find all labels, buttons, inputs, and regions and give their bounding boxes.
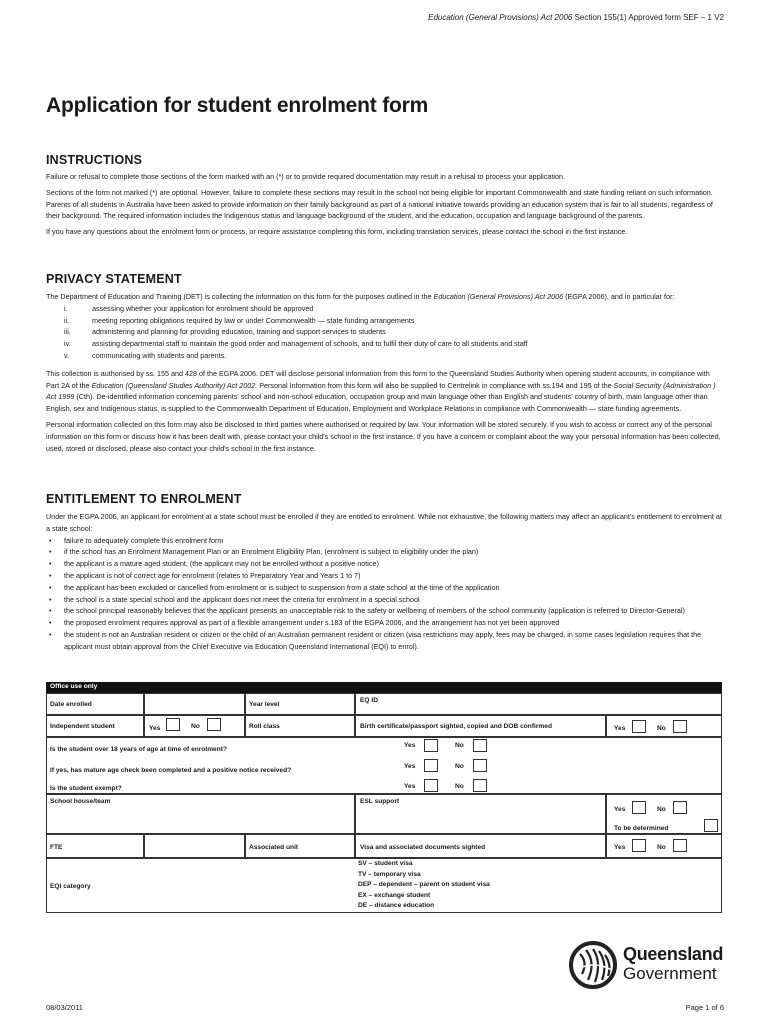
visa-docs-label-cell: Visa and associated documents sighted xyxy=(355,834,606,858)
birth-cert-label-cell: Birth certificate/passport sighted, copied and DOB confirmed xyxy=(355,715,606,737)
date-enrolled-field[interactable] xyxy=(144,693,245,715)
birth-cert-options: Yes No xyxy=(606,715,722,737)
footer-date: 08/03/2011 xyxy=(46,1003,83,1012)
list-item: i. assessing whether your application for enrolment should be approved xyxy=(64,303,314,313)
date-enrolled-label-cell: Date enrolled xyxy=(46,693,144,715)
exempt-yes-checkbox[interactable] xyxy=(424,779,438,792)
birth-cert-no-checkbox[interactable] xyxy=(673,720,687,733)
visa-type-item: EX – exchange student xyxy=(358,891,431,899)
list-item: iv. assisting departmental staff to maintain the good order and management of schools, and to fulfil their duty of care to all students and staff xyxy=(64,339,528,349)
privacy-heading: PRIVACY STATEMENT xyxy=(46,272,182,286)
privacy-purpose-list xyxy=(46,303,722,362)
list-item: iii. administering and planning for providing education, training and support services to students xyxy=(64,327,386,337)
list-item: • the applicant is not of correct age for enrolment (relates to Preparatory Year and Years 1 to 7) xyxy=(49,570,361,580)
independent-yes-checkbox[interactable] xyxy=(166,718,180,731)
eq-id-field[interactable]: EQ ID xyxy=(355,693,722,715)
privacy-third-party-paragraph: Personal information collected on this form may also be disclosed to third parties where authorised or required by law. Your information will be stored securely. If you wish to access or correct any of the personal information on this form or discuss how it has been dealt with, please contact your child's school in the first instance. If you have a concern or complaint about the way your personal information has been collected, used, stored or disclosed, please also contact your child's school in the first instance. xyxy=(46,419,721,453)
independent-no-checkbox[interactable] xyxy=(207,718,221,731)
list-item: • failure to adequately complete this enrolment form xyxy=(49,535,224,545)
visa-type-list xyxy=(358,859,490,912)
visa-type-item: SV – student visa xyxy=(358,860,413,867)
list-item: • the school is a state special school and the applicant does not meet the criteria for enrolment in a special school xyxy=(49,594,420,604)
logo-line-government: Government xyxy=(623,964,717,983)
visa-type-item: DE – distance education xyxy=(358,902,435,909)
list-item: • the applicant has been excluded or cancelled from enrolment or is subject to suspension from a state school at the time of the application xyxy=(49,582,500,592)
over18-no-checkbox[interactable] xyxy=(473,739,487,752)
esl-support-options: Yes No To be determined xyxy=(606,794,722,834)
esl-tbd-checkbox[interactable] xyxy=(704,819,718,832)
privacy-intro: The Department of Education and Training (DET) is collecting the information on this form for the purposes outlined in the Education (General Provisions) Act 2006 (EGPA 2006), and in particular for: xyxy=(46,292,675,301)
instructions-paragraph: Sections of the form not marked (*) are optional. However, failure to complete these sections may result in the school not being eligible for important Commonwealth and state funding reliant on such information. Parents of all students in Australia have been asked to provide information on their family background as part of a national initiative towards providing an education system that is fair to all students, regardless of their background. The required information includes the Indigenous status and language background of the student, and the education, occupation and language background of the parents. xyxy=(46,187,713,221)
office-use-header: Office use only xyxy=(46,682,722,693)
list-item: • if the school has an Enrolment Management Plan or an Enrolment Eligibility Plan, (enrolment is subject to eligibility under the plan) xyxy=(49,547,479,557)
visa-docs-yes-checkbox[interactable] xyxy=(632,839,646,852)
instructions-heading: INSTRUCTIONS xyxy=(46,153,143,167)
instructions-paragraph: Failure or refusal to complete those sections of the form marked with an (*) or to provide required documentation may result in a refusal to process your application. xyxy=(46,172,565,181)
list-item: • the student is not an Australian resident or citizen or the child of an Australian permanent resident or citizen (visa restrictions may apply, fees may be charged, in some cases legislation requires that the applicant must obtain approval from the Chief Executive via Education Queensland International (EQI) to enrol). xyxy=(49,629,702,651)
logo-line-queensland: Queensland xyxy=(623,944,724,964)
independent-student-label-cell: Independent student xyxy=(46,715,144,737)
entitlement-text xyxy=(46,511,722,653)
esl-no-checkbox[interactable] xyxy=(673,801,687,814)
privacy-text xyxy=(46,291,722,458)
entitlement-intro: Under the EGPA 2006, an applicant for enrolment at a state school must be enrolled if they are entitled to enrolment. While not exhaustive, the following matters may affect an applicant's entitlement to enrolment at a state school: xyxy=(46,512,722,533)
list-item: • the applicant is a mature aged student, (the applicant may not be enrolled without a positive notice) xyxy=(49,559,379,569)
entitlement-heading: ENTITLEMENT TO ENROLMENT xyxy=(46,492,242,506)
footer-page-number: Page 1 of 6 xyxy=(685,1003,724,1012)
fte-label-cell: FTE xyxy=(46,834,144,858)
list-item: v. communicating with students and parents. xyxy=(64,350,227,360)
privacy-disclosure-paragraph: This collection is authorised by ss. 155 and 428 of the EGPA 2006. DET will disclose personal information from this form to the Queensland Studies Authority when opening student accounts, in compliance with Part 2A of the Education (Queensland Studies Authority) Act 2002. Personal Information from this form will also be supplied to Centrelink in compliance with ss.194 and 195 of the Social Security (Administration ) Act 1999 (Cth). De-identified information concerning parents' school and non-school education, occupation group and main language other than English and students' country of birth, main language other than English, sex and Indigenous status, is supplied to the Commonwealth Department of Education, Employment and Workplace Relations in compliance with Commonwealth — state funding agreements. xyxy=(46,368,716,414)
roll-class-field[interactable]: Roll class xyxy=(245,715,355,737)
page-title: Application for student enrolment form xyxy=(46,94,429,117)
visa-type-item: TV – temporary visa xyxy=(358,870,421,878)
independent-student-options: Yes No xyxy=(144,715,245,737)
year-level-field[interactable]: Year level xyxy=(245,693,355,715)
age-exemption-block: Is the student over 18 years of age at time of enrolment? If yes, has mature age check been completed and a positive notice received? Is the student exempt? Yes No Yes No Yes No xyxy=(46,737,722,794)
esl-support-label-cell: ESL support xyxy=(355,794,606,834)
exempt-no-checkbox[interactable] xyxy=(473,779,487,792)
list-item: • the proposed enrolment requires approval as part of a flexible arrangement under s.183 of the EGPA 2006, and the arrangement has not yet been approved xyxy=(49,618,560,628)
esl-yes-checkbox[interactable] xyxy=(632,801,646,814)
entitlement-list xyxy=(46,535,722,653)
office-use-table xyxy=(46,682,722,913)
list-item: • the school principal reasonably believes that the applicant presents an unacceptable risk to the safety or wellbeing of members of the school community (application is referred to Director-General) xyxy=(49,606,685,616)
crest-icon xyxy=(568,940,620,990)
fte-field[interactable] xyxy=(144,834,245,858)
visa-docs-options: Yes No xyxy=(606,834,722,858)
form-reference-header: Education (General Provisions) Act 2006 Section 155(1) Approved form SEF – 1 V2 xyxy=(428,13,724,22)
visa-type-item: DEP – dependent – parent on student visa xyxy=(358,881,490,888)
mature-check-no-checkbox[interactable] xyxy=(473,759,487,772)
birth-cert-yes-checkbox[interactable] xyxy=(632,720,646,733)
over18-yes-checkbox[interactable] xyxy=(424,739,438,752)
eqi-category-block: EQI category xyxy=(46,858,722,913)
instructions-paragraph: If you have any questions about the enrolment form or process, or require assistance completing this form, including translation services, please contact the school in the first instance. xyxy=(46,227,628,237)
queensland-government-logo xyxy=(568,940,726,990)
instructions-text xyxy=(46,171,722,242)
visa-docs-no-checkbox[interactable] xyxy=(673,839,687,852)
list-item: ii. meeting reporting obligations required by law or under Commonwealth — state funding arrangements xyxy=(64,315,415,325)
school-house-field[interactable]: School house/team xyxy=(46,794,355,834)
associated-unit-field[interactable]: Associated unit xyxy=(245,834,355,858)
mature-check-yes-checkbox[interactable] xyxy=(424,759,438,772)
